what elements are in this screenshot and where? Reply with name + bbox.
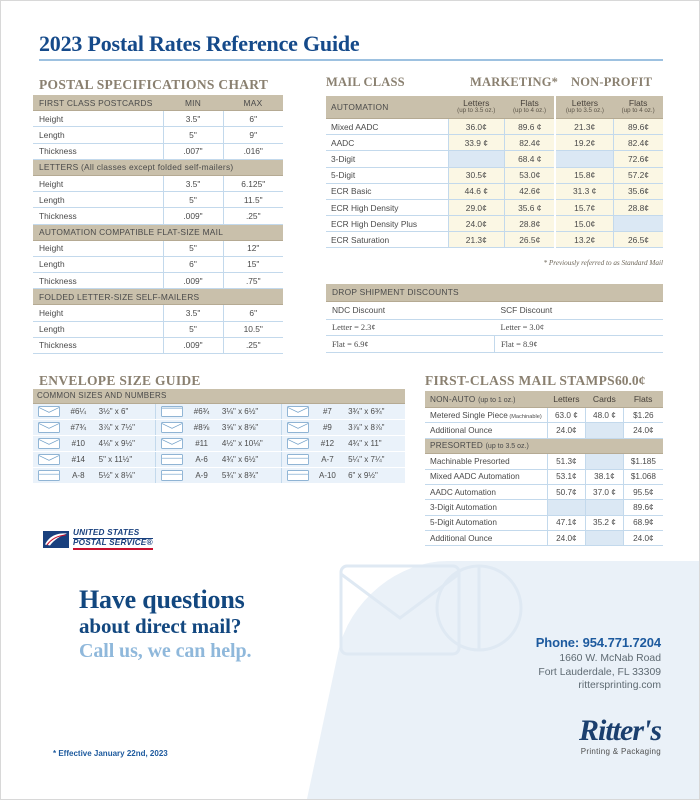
envelope-icon-cell (33, 451, 62, 467)
envelope-dimensions: 5" x 11½" (95, 451, 156, 467)
stamps-row-label (425, 469, 547, 484)
stamps-cards-value (586, 500, 624, 515)
mail-class-col-header (555, 96, 613, 118)
envelope-pointed-flap-icon (161, 438, 183, 449)
mail-class-group-label: AUTOMATION (326, 96, 448, 118)
stamps-row-label (425, 408, 547, 423)
envelope-size-table (33, 389, 405, 484)
mail-class-marketing-letters: 44.6 ¢ (448, 183, 505, 199)
mail-class-row-label: 3-Digit (326, 151, 448, 167)
envelope-pointed-flap-icon (38, 438, 60, 449)
effective-date-note: * Effective January 22nd, 2023 (53, 749, 168, 758)
stamps-row-name: Machinable Presorted (430, 456, 510, 466)
table-row (33, 451, 405, 467)
envelope-icon-cell (281, 451, 311, 467)
stamps-group-label (425, 438, 547, 453)
envelope-number: #14 (62, 451, 95, 467)
contact-block (536, 635, 661, 693)
stamps-flats-value: 68.9¢ (623, 515, 663, 530)
envelope-dimensions: 4¾" x 11" (344, 435, 405, 451)
envelope-dimensions: 3⅝" x 8⅝" (218, 419, 281, 435)
mail-class-nonprofit-letters: 15.0¢ (555, 216, 613, 232)
table-row (326, 216, 663, 232)
stamps-row-name: Metered Single Piece (430, 410, 508, 420)
envelope-icon-cell (156, 419, 186, 435)
stamps-letters-value: 50.7¢ (547, 484, 585, 499)
mail-class-row-label: ECR High Density Plus (326, 216, 448, 232)
envelope-number: #12 (311, 435, 344, 451)
stamps-row-label (425, 515, 547, 530)
usps-logo (43, 529, 153, 550)
envelope-icon-cell (156, 467, 186, 483)
stamps-group-header (425, 438, 663, 453)
specs-row-min: .009" (163, 208, 223, 224)
mail-class-row-label: ECR Saturation (326, 232, 448, 248)
envelope-icon-cell (156, 403, 186, 419)
envelope-pointed-flap-icon (287, 438, 309, 449)
table-row (425, 531, 663, 546)
envelope-pointed-flap-icon (38, 454, 60, 465)
ritters-tagline: Printing & Packaging (580, 746, 661, 756)
mail-class-nonprofit-flats: 72.6¢ (613, 151, 663, 167)
envelope-pointed-flap-icon (287, 406, 309, 417)
contact-phone[interactable]: Phone: 954.771.7204 (535, 635, 661, 650)
envelope-number: A-7 (311, 451, 344, 467)
mail-class-marketing-letters: 21.3¢ (448, 232, 505, 248)
mail-class-col-name: Flats (628, 98, 648, 108)
stamps-group-filler (586, 438, 624, 453)
specs-row-label: Length (33, 321, 163, 337)
stamps-row-label (425, 423, 547, 438)
stamps-letters-value: 51.3¢ (547, 454, 585, 469)
mail-class-footnote: * Previously referred to as Standard Mail (543, 259, 663, 267)
mail-class-marketing-flats: 42.6¢ (505, 183, 556, 199)
mail-class-col-sub: (up to 4 oz.) (621, 107, 655, 115)
mail-class-marketing-flats: 35.6 ¢ (505, 199, 556, 215)
stamps-base-price: 60.0¢ (615, 373, 646, 388)
specs-row-max: .25" (223, 337, 283, 353)
contact-address-line2: Fort Lauderdale, FL 33309 (538, 666, 661, 678)
specs-row-label: Length (33, 256, 163, 272)
table-row (326, 232, 663, 248)
envelope-dimensions: 4½" x 10⅛" (218, 435, 281, 451)
table-row (33, 175, 283, 191)
mail-class-col-name: Letters (571, 98, 599, 108)
stamps-group-sub: (up to 1 oz.) (478, 396, 516, 404)
specs-row-label: Length (33, 192, 163, 208)
table-row (33, 192, 283, 208)
table-row (326, 151, 663, 167)
stamps-flats-value: 24.0¢ (623, 531, 663, 546)
specs-group-header (33, 289, 283, 305)
specs-group-header (33, 224, 283, 240)
envelope-icon-cell (156, 435, 186, 451)
envelope-pointed-flap-icon (38, 406, 60, 417)
ndc-flat-rate: Flat = 6.9¢ (326, 336, 495, 353)
mail-class-col-header (613, 96, 663, 118)
mail-class-row-label: ECR Basic (326, 183, 448, 199)
specs-row-min: .009" (163, 337, 223, 353)
mail-class-col-header (448, 96, 505, 118)
usps-eagle-icon (43, 531, 69, 548)
table-row (326, 199, 663, 215)
specs-row-label: Height (33, 111, 163, 127)
scf-flat-rate: Flat = 8.9¢ (495, 336, 664, 353)
drop-shipment-table (326, 284, 663, 353)
table-row (33, 143, 283, 159)
envelope-icon-cell (281, 403, 311, 419)
mail-class-nonprofit-flats: 35.6¢ (613, 183, 663, 199)
mail-class-row-label: 5-Digit (326, 167, 448, 183)
stamps-group-header (425, 391, 663, 408)
mail-class-col-sub: (up to 4 oz.) (512, 107, 547, 115)
table-row (33, 419, 405, 435)
stamps-row-label (425, 531, 547, 546)
specs-row-min: 5" (163, 127, 223, 143)
mail-class-nonprofit-flats: 57.2¢ (613, 167, 663, 183)
contact-website[interactable]: rittersprinting.com (578, 680, 661, 692)
envelope-dimensions: 3⅞" x 8⅞" (344, 419, 405, 435)
usps-line1: UNITED STATES (73, 528, 140, 537)
stamps-col-header: Cards (586, 391, 624, 408)
envelope-guide-heading: ENVELOPE SIZE GUIDE (39, 373, 201, 388)
envelope-dimensions: 4⅛" x 9½" (95, 435, 156, 451)
table-row (326, 135, 663, 151)
envelope-icon-cell (33, 435, 62, 451)
mail-class-nonprofit-letters: 15.7¢ (555, 199, 613, 215)
mail-class-marketing-flats: 53.0¢ (505, 167, 556, 183)
envelope-icon-cell (33, 403, 62, 419)
specs-row-max: 15" (223, 256, 283, 272)
specs-col-min: MIN (163, 95, 223, 111)
specs-row-label: Thickness (33, 143, 163, 159)
stamps-row-name: Mixed AADC Automation (430, 472, 520, 482)
stamps-cards-value: 35.2 ¢ (586, 515, 624, 530)
specs-row-label: Height (33, 240, 163, 256)
mail-class-nonprofit-letters: 19.2¢ (555, 135, 613, 151)
specs-row-label: Thickness (33, 273, 163, 289)
mail-class-nonprofit-flats: 82.4¢ (613, 135, 663, 151)
envelope-dimensions: 3⅛" x 6½" (218, 403, 281, 419)
envelope-number: #11 (185, 435, 218, 451)
envelope-icon-cell (33, 419, 62, 435)
table-row (33, 321, 283, 337)
envelope-dimensions: 3½" x 6" (95, 403, 156, 419)
mail-class-marketing-letters: 24.0¢ (448, 216, 505, 232)
mail-class-column-header (326, 96, 663, 118)
specs-row-min: 3.5" (163, 175, 223, 191)
envelope-dimensions: 5¾" x 8¾" (218, 467, 281, 483)
stamps-row-label (425, 500, 547, 515)
mail-class-marketing-flats: 28.8¢ (505, 216, 556, 232)
specs-row-min: 5" (163, 192, 223, 208)
mail-class-nonprofit-letters: 21.3¢ (555, 118, 613, 134)
table-row (425, 515, 663, 530)
promo-line-2: about direct mail? (79, 613, 242, 638)
table-row (33, 111, 283, 127)
scf-letter-rate: Letter = 3.0¢ (495, 319, 664, 336)
stamps-group-filler (547, 438, 585, 453)
specs-row-min: 5" (163, 240, 223, 256)
envelope-icon-cell (33, 467, 62, 483)
specs-row-min: 3.5" (163, 111, 223, 127)
usps-red-rule (73, 548, 153, 550)
postal-specifications-table (33, 95, 283, 354)
table-row (326, 183, 663, 199)
table-row (425, 454, 663, 469)
specs-group-header (33, 95, 283, 111)
envelope-square-flap-icon (287, 470, 309, 481)
table-row (425, 469, 663, 484)
envelope-icon-cell (281, 467, 311, 483)
envelope-number: #6¼ (62, 403, 95, 419)
title-divider (39, 59, 663, 61)
stamps-cards-value (586, 423, 624, 438)
envelope-number: #8⅝ (185, 419, 218, 435)
specs-row-max: 6.125" (223, 175, 283, 191)
specs-row-min: .009" (163, 273, 223, 289)
envelope-pointed-flap-icon (161, 422, 183, 433)
mail-class-nonprofit-letters: 31.3 ¢ (555, 183, 613, 199)
specs-row-max: .75" (223, 273, 283, 289)
promo-block (79, 586, 251, 664)
specs-row-max: 9" (223, 127, 283, 143)
envelope-dimensions: 4¾" x 6½" (218, 451, 281, 467)
promo-line-1: Have questions (79, 585, 245, 614)
envelope-number: A-10 (311, 467, 344, 483)
envelope-number: A-6 (185, 451, 218, 467)
mail-class-row-label: AADC (326, 135, 448, 151)
specs-row-max: .016" (223, 143, 283, 159)
stamps-row-name: 3-Digit Automation (430, 502, 497, 512)
envelope-square-flap-icon (161, 470, 183, 481)
table-row (33, 208, 283, 224)
mail-class-nonprofit-flats: 89.6¢ (613, 118, 663, 134)
stamps-letters-value (547, 500, 585, 515)
envelope-square-flap-icon (287, 454, 309, 465)
mail-class-col-header (505, 96, 556, 118)
specs-row-max: 12" (223, 240, 283, 256)
mail-class-marketing-flats: 89.6 ¢ (505, 118, 556, 134)
stamps-letters-value: 63.0 ¢ (547, 408, 585, 423)
stamps-cards-value: 48.0 ¢ (586, 408, 624, 423)
envelope-number: #7 (311, 403, 344, 419)
stamps-flats-value: 95.5¢ (623, 484, 663, 499)
stamps-row-sub: (Machinable) (507, 413, 542, 420)
stamps-cards-value (586, 454, 624, 469)
stamps-flats-value: 89.6¢ (623, 500, 663, 515)
promo-line-3: Call us, we can help. (79, 640, 252, 663)
mail-class-marketing-letters: 30.5¢ (448, 167, 505, 183)
specs-heading: POSTAL SPECIFICATIONS CHART (39, 77, 269, 92)
envelope-pointed-flap-icon (287, 422, 309, 433)
envelope-dimensions: 3⅞" x 7½" (95, 419, 156, 435)
envelope-dimensions: 5½" x 8⅛" (95, 467, 156, 483)
specs-row-min: .007" (163, 143, 223, 159)
table-row (33, 273, 283, 289)
envelope-square-flap-icon (38, 470, 60, 481)
envelope-square-flap-icon (161, 454, 183, 465)
stamps-row-name: 5-Digit Automation (430, 518, 497, 528)
table-row (425, 484, 663, 499)
mail-class-row-label: Mixed AADC (326, 118, 448, 134)
stamps-group-name: NON-AUTO (430, 394, 476, 404)
mail-class-nonprofit-flats: 28.8¢ (613, 199, 663, 215)
specs-col-max: MAX (223, 95, 283, 111)
page-title: 2023 Postal Rates Reference Guide (39, 31, 360, 56)
mail-class-marketing-letters: 36.0¢ (448, 118, 505, 134)
envelope-dimensions: 6" x 9½" (344, 467, 405, 483)
stamps-col-header: Flats (623, 391, 663, 408)
specs-group-header (33, 159, 283, 175)
mail-class-col-name: Flats (520, 98, 539, 108)
table-row (425, 500, 663, 515)
specs-row-max: 6" (223, 305, 283, 321)
mail-class-row-label: ECR High Density (326, 199, 448, 215)
table-row (33, 240, 283, 256)
specs-group-name: FOLDED LETTER-SIZE SELF-MAILERS (33, 289, 283, 305)
stamps-letters-value: 24.0¢ (547, 531, 585, 546)
envelope-dimensions: 3¾" x 6¾" (344, 403, 405, 419)
mail-class-marketing-letters: 29.0¢ (448, 199, 505, 215)
usps-wordmark (73, 529, 153, 550)
stamps-group-sub: (up to 3.5 oz.) (485, 443, 529, 451)
specs-row-label: Thickness (33, 337, 163, 353)
stamps-group-filler (623, 438, 663, 453)
ritters-name: Ritter's (578, 714, 661, 747)
mail-class-nonprofit-letters: 15.8¢ (555, 167, 613, 183)
first-class-stamps-table (425, 391, 663, 546)
stamps-heading: FIRST-CLASS MAIL STAMPS (425, 373, 615, 388)
ritters-logo (578, 714, 661, 756)
stamps-row-name: Additional Ounce (430, 426, 493, 436)
stamps-row-label (425, 484, 547, 499)
mail-class-nonprofit-letters (555, 151, 613, 167)
envelope-icon-cell (156, 451, 186, 467)
envelope-dimensions: 5¼" x 7¼" (344, 451, 405, 467)
stamps-letters-value: 24.0¢ (547, 423, 585, 438)
ndc-discount-label: NDC Discount (326, 301, 495, 319)
envelope-icon-cell (281, 435, 311, 451)
marketing-heading: MARKETING* (470, 75, 559, 89)
envelope-pointed-flap-icon (38, 422, 60, 433)
envelope-number: A-9 (185, 467, 218, 483)
specs-group-name: LETTERS (All classes except folded self-mailers) (33, 159, 283, 175)
envelope-number: #10 (62, 435, 95, 451)
envelope-number: #9 (311, 419, 344, 435)
specs-row-label: Height (33, 175, 163, 191)
specs-row-max: 11.5" (223, 192, 283, 208)
stamps-cards-value: 38.1¢ (586, 469, 624, 484)
specs-row-min: 3.5" (163, 305, 223, 321)
stamps-row-name: AADC Automation (430, 487, 496, 497)
stamps-col-header: Letters (547, 391, 585, 408)
stamps-row-name: Additional Ounce (430, 533, 493, 543)
drop-shipment-heading: DROP SHIPMENT DISCOUNTS (326, 284, 663, 301)
specs-group-name: AUTOMATION COMPATIBLE FLAT-SIZE MAIL (33, 224, 283, 240)
envelope-flat-flap-icon (161, 406, 183, 417)
table-row (33, 403, 405, 419)
mail-class-col-sub: (up to 3.5 oz.) (457, 107, 496, 115)
specs-row-label: Length (33, 127, 163, 143)
mail-class-nonprofit-flats (613, 216, 663, 232)
nonprofit-heading: NON-PROFIT (571, 75, 653, 89)
table-row (33, 435, 405, 451)
ndc-letter-rate: Letter = 2.3¢ (326, 319, 495, 336)
envelope-number: #6¾ (185, 403, 218, 419)
specs-row-label: Height (33, 305, 163, 321)
mail-class-marketing-flats: 82.4¢ (505, 135, 556, 151)
stamps-group-label (425, 391, 547, 408)
specs-group-name: FIRST CLASS POSTCARDS (33, 95, 163, 111)
stamps-flats-value: $1.068 (623, 469, 663, 484)
table-row (33, 127, 283, 143)
table-row (33, 467, 405, 483)
table-row (326, 118, 663, 134)
mail-class-col-sub: (up to 3.5 oz.) (565, 107, 604, 115)
stamps-letters-value: 47.1¢ (547, 515, 585, 530)
envelope-number: A-8 (62, 467, 95, 483)
table-row (33, 256, 283, 272)
mail-class-col-name: Letters (463, 98, 490, 108)
stamps-cards-value: 37.0 ¢ (586, 484, 624, 499)
usps-line2: POSTAL SERVICE® (73, 537, 153, 547)
mail-class-nonprofit-flats: 26.5¢ (613, 232, 663, 248)
specs-row-max: 6" (223, 111, 283, 127)
table-row (425, 408, 663, 423)
mail-class-marketing-letters: 33.9 ¢ (448, 135, 505, 151)
mail-class-nonprofit-letters: 13.2¢ (555, 232, 613, 248)
stamps-cards-value (586, 531, 624, 546)
mail-class-marketing-letters (448, 151, 505, 167)
specs-row-label: Thickness (33, 208, 163, 224)
specs-row-max: .25" (223, 208, 283, 224)
specs-row-max: 10.5" (223, 321, 283, 337)
stamps-flats-value: $1.185 (623, 454, 663, 469)
mail-class-marketing-flats: 26.5¢ (505, 232, 556, 248)
scf-discount-label: SCF Discount (495, 301, 664, 319)
mail-class-table (326, 96, 663, 248)
mail-class-marketing-flats: 68.4 ¢ (505, 151, 556, 167)
table-row (425, 423, 663, 438)
table-row (326, 167, 663, 183)
mail-class-heading: MAIL CLASS (326, 75, 405, 89)
stamps-row-label (425, 454, 547, 469)
stamps-group-name: PRESORTED (430, 441, 484, 451)
envelope-icon-cell (281, 419, 311, 435)
envelope-group-header (33, 389, 405, 403)
specs-row-min: 5" (163, 321, 223, 337)
stamps-flats-value: 24.0¢ (623, 423, 663, 438)
specs-row-min: 6" (163, 256, 223, 272)
table-row (33, 305, 283, 321)
envelope-group-label: COMMON SIZES AND NUMBERS (33, 389, 405, 403)
stamps-flats-value: $1.26 (623, 408, 663, 423)
envelope-number: #7¾ (62, 419, 95, 435)
contact-address-line1: 1660 W. McNab Road (559, 653, 661, 664)
stamps-letters-value: 53.1¢ (547, 469, 585, 484)
table-row (33, 337, 283, 353)
